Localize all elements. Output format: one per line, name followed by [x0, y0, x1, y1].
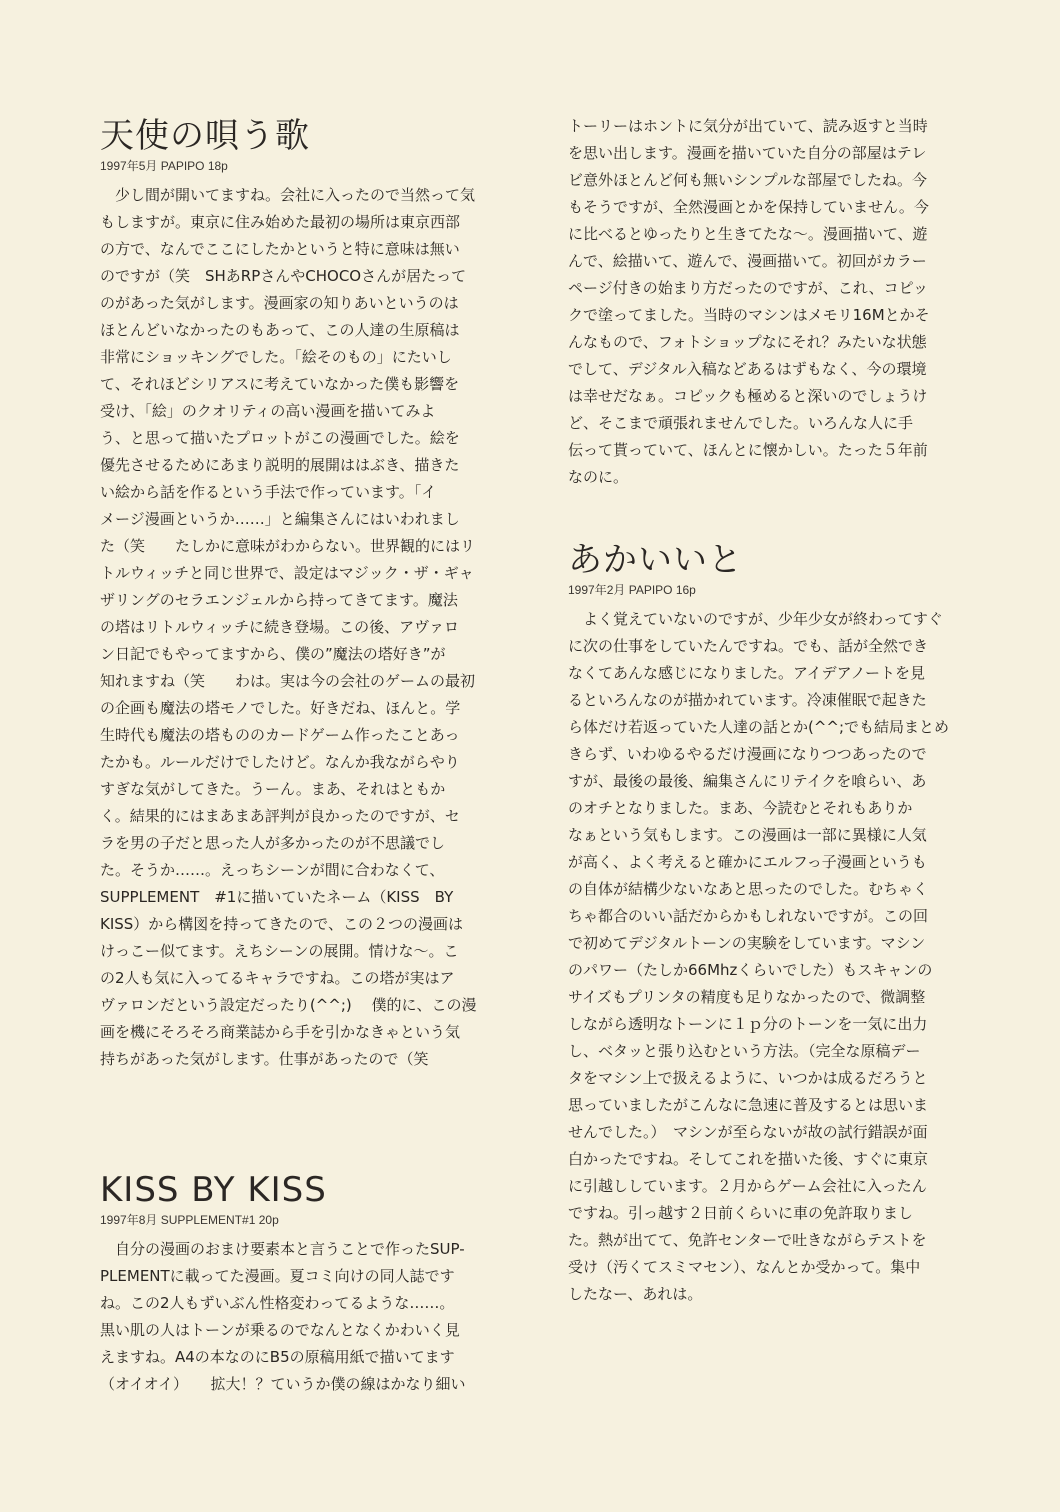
text-line: の2人も気に入ってるキャラですね。この塔が実はア [100, 969, 455, 987]
text-line: 伝って貰っていて、ほんとに懐かしい。たった５年前 [568, 441, 928, 459]
text-line: ラを男の子だと思った人が多かったのが不思議でし [100, 834, 446, 852]
article-meta: 1997年5月 PAPIPO 18p [100, 159, 228, 173]
article-title: 天使の唄う歌 [100, 116, 310, 156]
text-line: しながら透明なトーンに１ｐ分のトーンを一気に出力 [568, 1015, 928, 1033]
text-line: もしますが。東京に住み始めた最初の場所は東京西部 [100, 213, 461, 231]
text-line: に次の仕事をしていたんですね。でも、話が全然でき [568, 637, 929, 655]
text-line: ちゃ都合のいい話だからかもしれないですが。この回 [568, 907, 929, 925]
text-line: 持ちがあった気がします。仕事があったので（笑 [100, 1050, 429, 1068]
text-line: 優先させるためにあまり説明的展開ははぶき、描きた [100, 456, 460, 474]
text-line: クで塗ってました。当時のマシンはメモリ16Mとかそ [568, 306, 930, 324]
text-line: すが、最後の最後、編集さんにリテイクを喰らい、あ [568, 772, 927, 790]
text-line: たかも。ルールだけでしたけど。なんか我ながらやり [100, 753, 460, 771]
text-line: に引越ししています。２月からゲーム会社に入ったん [568, 1177, 927, 1195]
text-line: ン日記でもやってますから、僕の”魔法の塔好き”が [100, 645, 446, 663]
text-line: が高く、よく考えると確かにエルフっ子漫画というも [568, 853, 927, 871]
text-line: て、それほどシリアスに考えていなかった僕も影響を [100, 375, 460, 393]
text-line: SUPPLEMENT #1に描いていたネーム（KISS BY [100, 888, 454, 906]
text-line: るといろんなのが描かれています。冷凍催眠で起きた [568, 691, 927, 709]
text-line: ヴァロンだという設定だったり(^^;) 僕的に、この漫 [100, 996, 477, 1014]
text-line: メージ漫画というか……」と編集さんにはいわれまし [100, 510, 460, 528]
article-tenshi-no-utau-uta [100, 116, 523, 1073]
text-line: 黒い肌の人はトーンが乗るのでなんとなくかわいく見 [100, 1321, 460, 1339]
text-line: く。結果的にはまあまあ評判が良かったのですが、セ [100, 807, 460, 825]
article-akai-ito [568, 540, 992, 1308]
text-line: 受け、「絵」のクオリティの高い漫画を描いてみよ [100, 402, 436, 420]
text-line: 思っていましたがこんなに急速に普及するとは思いま [568, 1096, 929, 1114]
article-title: あかいいと [568, 540, 743, 580]
text-line: （オイオイ） 拡大！？ていうか僕の線はかなり細い [100, 1375, 466, 1393]
text-line: の自体が結構少ないなあと思ったのでした。むちゃく [568, 880, 929, 898]
text-line: なぁという気もします。この漫画は一部に異様に人気 [568, 826, 927, 844]
text-line: トーリーはホントに気分が出ていて、読み返すと当時 [568, 117, 928, 135]
text-line: は幸せだなぁ。コピックも極めると深いのでしょうけ [568, 387, 928, 405]
text-line: すぎな気がしてきた。うーん。まあ、それはともか [100, 780, 446, 798]
article-kiss-by-kiss [100, 1170, 523, 1398]
text-line: 生時代も魔法の塔もののカードゲーム作ったことあっ [100, 726, 460, 744]
text-line: を思い出します。漫画を描いていた自分の部屋はテレ [568, 144, 927, 162]
text-line: う、と思って描いたプロットがこの漫画でした。絵を [100, 429, 460, 447]
text-line: の塔はリトルウィッチに続き登場。この後、アヴァロ [100, 618, 459, 636]
text-line: けっこー似てます。えちシーンの展開。情けな～。こ [100, 942, 459, 960]
text-line: なくてあんな感じになりました。アイデアノートを見 [568, 664, 926, 682]
text-line: ザリングのセラエンジェルから持ってきてます。魔法 [100, 591, 458, 609]
text-line: せんでした。） マシンが至らないが故の試行錯誤が面 [568, 1123, 928, 1141]
text-line: もそうですが、全然漫画とかを保持していません。今 [568, 198, 929, 216]
text-line: の企画も魔法の塔モノでした。好きだね、ほんと。学 [100, 699, 461, 717]
text-line: きらず、いわゆるやるだけ漫画になりつつあったので [568, 745, 927, 763]
text-line: に比べるとゆったりと生きてたな～。漫画描いて、遊 [568, 225, 928, 243]
text-line: た。そうか……。えっちシーンが間に合わなくて、 [100, 861, 445, 879]
text-line: でして、デジタル入稿などあるはずもなく、今の環境 [568, 360, 927, 378]
text-line: のオチとなりました。まあ、今読むとそれもありか [568, 799, 913, 817]
text-line: ページ付きの始まり方だったのですが、これ、コピッ [568, 279, 929, 297]
article-meta: 1997年2月 PAPIPO 16p [568, 583, 696, 597]
text-line: た（笑 たしかに意味がわからない。世界観的にはリ [100, 537, 476, 555]
text-line: 自分の漫画のおまけ要素本と言うことで作ったSUP- [100, 1240, 465, 1258]
text-line: トルウィッチと同じ世界で、設定はマジック・ザ・ギャ [100, 564, 474, 582]
text-line: のですが（笑 SHあRPさんやCHOCOさんが居たって [100, 267, 467, 285]
text-line: ね。この2人もずいぶん性格変わってるような……。 [100, 1294, 455, 1312]
text-line: んなもので、フォトショップなにそれ？みたいな状態 [568, 333, 927, 351]
text-line: んで、絵描いて、遊んで、漫画描いて。初回がカラー [568, 252, 927, 270]
text-line: PLEMENTに載ってた漫画。夏コミ向けの同人誌です [100, 1267, 455, 1285]
text-line: 知れますね（笑 わは。実は今の会社のゲームの最初 [100, 672, 476, 690]
text-line: サイズもプリンタの精度も足りなかったので、微調整 [568, 988, 926, 1006]
text-line: で初めてデジタルトーンの実験をしています。マシン [568, 934, 926, 952]
article-meta: 1997年8月 SUPPLEMENT#1 20p [100, 1213, 279, 1227]
text-line: 少し間が開いてますね。会社に入ったので当然って気 [100, 186, 476, 204]
text-line: ど、そこまで頑張れませんでした。いろんな人に手 [568, 414, 914, 432]
text-line: ら体だけ若返っていた人達の話とか(^^;でも結局まとめ [568, 718, 950, 736]
text-line: の方で、なんでここにしたかというと特に意味は無い [100, 240, 460, 258]
text-line: ほとんどいなかったのもあって、この人達の生原稿は [100, 321, 460, 339]
text-line: ですね。引っ越す２日前くらいに車の免許取りまし [568, 1204, 914, 1222]
text-line: い絵から話を作るという手法で作っています。「イ [100, 483, 437, 501]
article-body [100, 1236, 523, 1398]
text-line: のがあった気がします。漫画家の知りあいというのは [100, 294, 459, 312]
text-line: 白かったですね。そしてこれを描いた後、すぐに東京 [568, 1150, 929, 1168]
text-line: えますね。A4の本なのにB5の原稿用紙で描いてます [100, 1348, 455, 1366]
article-title: KISS BY KISS [100, 1170, 327, 1210]
text-line: 受け（汚くてスミマセン）、なんとか受かって。集中 [568, 1258, 921, 1276]
text-line: のパワー（たしか66Mhzくらいでした）もスキャンの [568, 961, 933, 979]
text-line: よく覚えていないのですが、少年少女が終わってすぐ [568, 610, 943, 628]
article-continuation [568, 113, 992, 491]
text-line: なのに。 [568, 468, 629, 486]
text-line: KISS）から構図を持ってきたので、この２つの漫画は [100, 915, 464, 933]
text-line: したなー、あれは。 [568, 1285, 703, 1303]
text-line: タをマシン上で扱えるように、いつかは成るだろうと [568, 1069, 928, 1087]
article-body [568, 606, 992, 1308]
article-body [100, 182, 523, 1073]
text-line: 画を機にそろそろ商業誌から手を引かなきゃという気 [100, 1023, 461, 1041]
text-line: 非常にショッキングでした。「絵そのもの」にたいし [100, 348, 452, 366]
text-line: ビ意外ほとんど何も無いシンプルな部屋でしたね。今 [568, 171, 928, 189]
article-body [568, 113, 992, 491]
text-line: た。熱が出てて、免許センターで吐きながらテストを [568, 1231, 927, 1249]
text-line: し、ベタッと張り込むという方法。（完全な原稿デー [568, 1042, 921, 1060]
